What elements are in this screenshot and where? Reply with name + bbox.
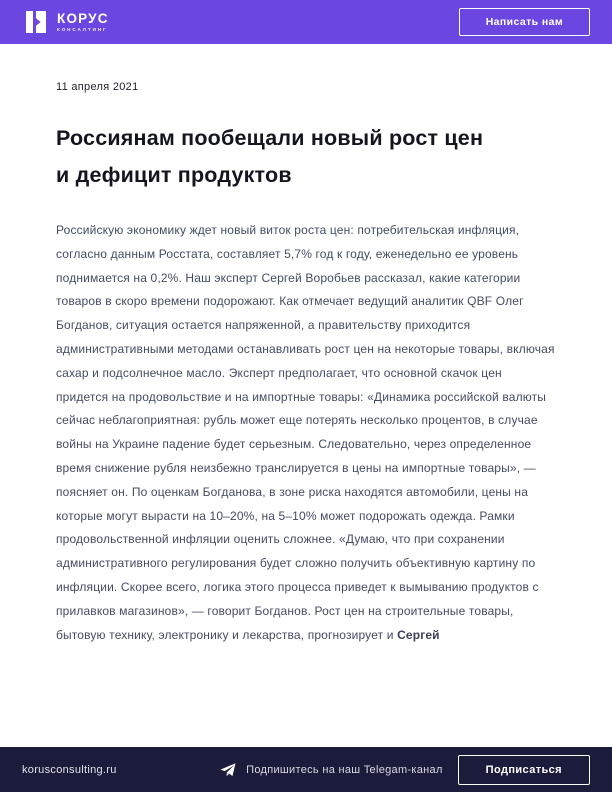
article-title — [56, 120, 556, 194]
subscribe-button[interactable]: Подписаться — [458, 755, 590, 785]
article — [0, 81, 612, 647]
logo-subtitle: КОНСАЛТИНГ — [57, 26, 108, 32]
korus-logo-icon — [22, 8, 50, 36]
telegram-link[interactable] — [219, 761, 443, 779]
telegram-plane-icon — [219, 761, 237, 779]
article-title-line2: и дефицит продуктов — [56, 163, 292, 187]
article-title-line1: Россиянам пообещали новый рост цен — [56, 126, 484, 150]
article-body — [56, 219, 556, 647]
telegram-text: Подпишитесь на наш Telegam-канал — [246, 763, 443, 776]
write-to-us-button[interactable]: Написать нам — [459, 8, 590, 36]
korus-logo[interactable] — [22, 8, 109, 36]
article-body-text: Российскую экономику ждет новый виток роста цен: потребительская инфляция, согласно данным Росстата, составляет 5,7% год к году, еженедельно ее уровень поднимается на 0,2%. Наш эксперт Сергей Воробьев рассказал, какие категории товаров в скоро времени подорожают. Как отмечает ведущий аналитик QBF Олег Богданов, ситуация остается напряженной, а правительству приходится административными методами останавливать рост цен на некоторые товары, включая сахар и подсолнечное масло. Эксперт предполагает, что основной скачок цен придется на продовольствие и на импортные товары: «Динамика российской валюты сейчас неблагоприятная: рубль может еще потерять несколько процентов, в случае войны на Украине падение будет серьезным. Следовательно, через определенное время снижение рубля неизбежно транслируется в цены на импортные товары», — поясняет он. По оценкам Богданова, в зоне риска находятся автомобили, цены на которые могут вырасти на 10–20%, на 5–10% может подорожать одежда. Рамки продовольственной инфляции оценить сложнее. «Думаю, что при сохранении административного регулирования будет сложно получить объективную картину по инфляции. Скорее всего, логика этого процесса приведет к вымыванию продуктов с прилавков магазинов», — говорит Богданов. Рост цен на строительные товары, бытовую технику, электронику и лекарства, прогнозирует и — [56, 223, 555, 642]
logo-title: КОРУС — [57, 10, 109, 26]
site-link[interactable]: korusconsulting.ru — [22, 763, 117, 776]
article-body-bold-name: Сергей — [397, 627, 440, 642]
header — [0, 0, 612, 44]
article-date: 11 апреля 2021 — [56, 81, 139, 93]
footer — [0, 747, 612, 792]
logo-text — [57, 12, 109, 33]
